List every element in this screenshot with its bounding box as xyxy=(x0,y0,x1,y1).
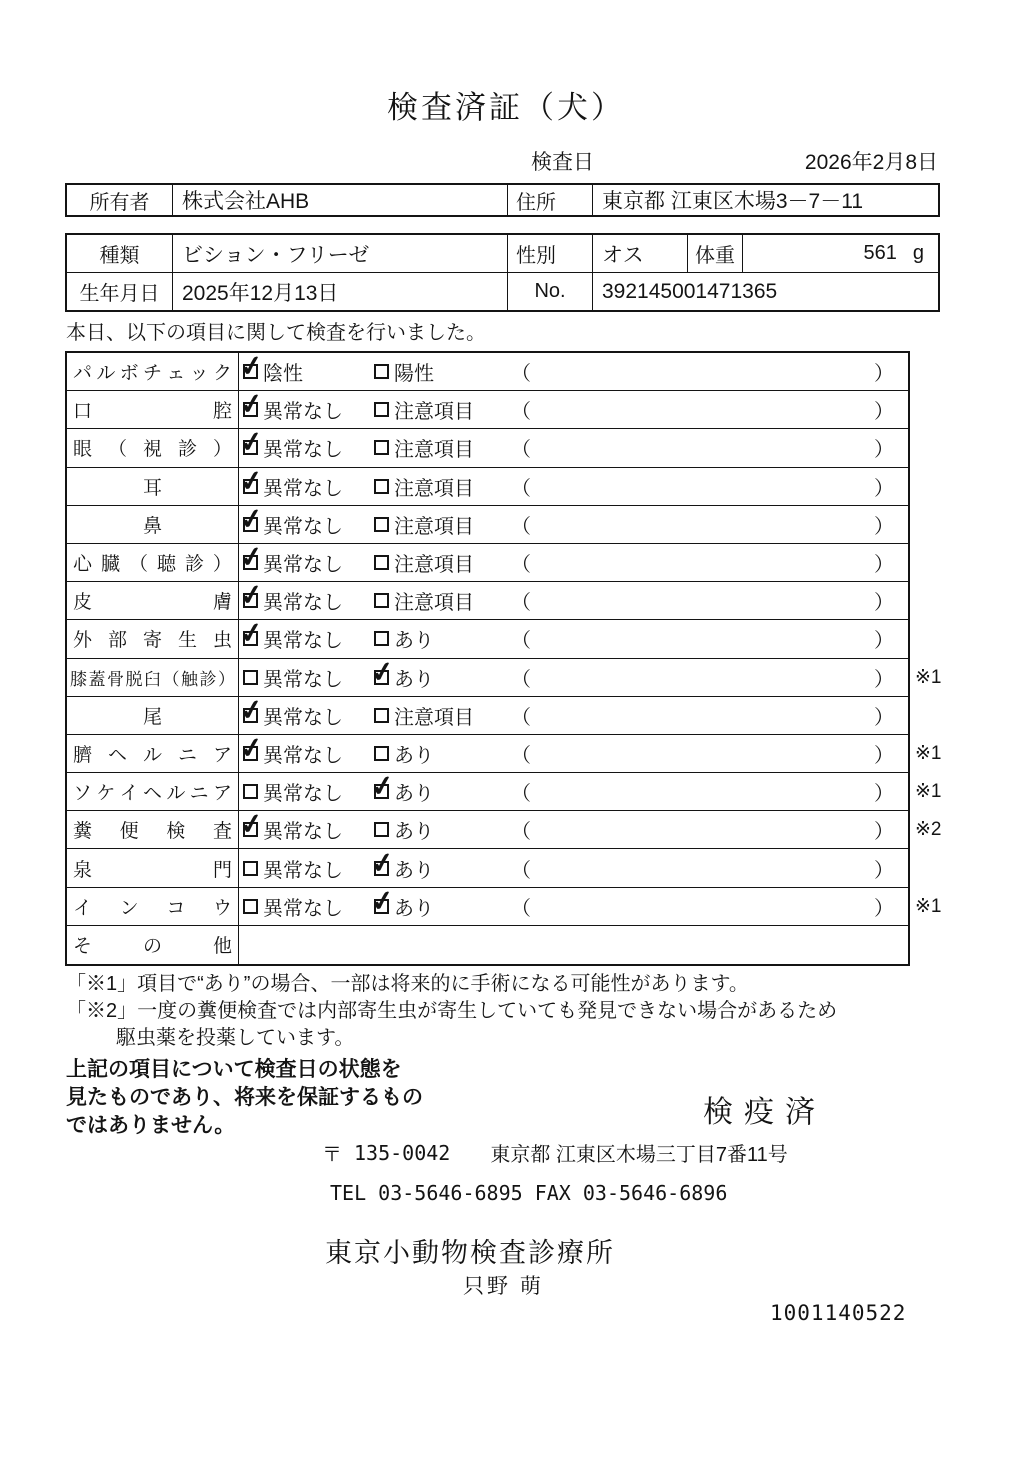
checklist-item-label: 泉 門 xyxy=(67,849,239,886)
checklist-option-1[interactable] xyxy=(237,425,370,462)
checklist-option-1[interactable] xyxy=(237,692,370,730)
paren-open: （ xyxy=(511,630,531,653)
no-value-cell: 392145001471365 xyxy=(592,273,938,310)
option-2-label: 注意項目 xyxy=(394,592,474,615)
remarks-field xyxy=(507,395,908,424)
checkbox-icon[interactable] xyxy=(374,402,389,417)
checklist-item-label: パ ル ボ チ ェ ッ ク xyxy=(67,353,239,390)
checklist-item-label: 心 臓 （ 聴 診 ） xyxy=(67,544,239,581)
checkbox-icon[interactable] xyxy=(237,349,266,384)
remarks-field xyxy=(507,777,908,806)
checkmark-icon: ✓ xyxy=(368,883,397,918)
checklist-item-label: イ ン コ ウ xyxy=(67,888,239,925)
checkmark-icon: ✓ xyxy=(368,654,397,689)
paren-open: （ xyxy=(511,744,531,767)
clinic-name: 東京小動物検査診療所 xyxy=(325,1238,615,1268)
birthdate-row xyxy=(67,272,938,310)
checkmark-icon: ✓ xyxy=(237,349,266,384)
option-2-label: 注意項目 xyxy=(394,706,474,729)
checklist-option-1[interactable] xyxy=(237,578,370,615)
option-2-label: あり xyxy=(394,668,434,691)
sex-label-cell: 性別 xyxy=(507,235,592,272)
checkbox-icon[interactable] xyxy=(237,387,266,422)
option-1-label: 異常なし xyxy=(263,630,343,653)
checklist-option-2[interactable] xyxy=(368,845,507,883)
paren-open: （ xyxy=(511,554,531,577)
option-1-label: 異常なし xyxy=(263,706,343,729)
checkbox-icon[interactable] xyxy=(243,670,258,685)
remarks-field xyxy=(507,357,908,386)
remarks-field xyxy=(507,663,908,692)
paren-close: ） xyxy=(874,668,894,691)
checklist-option-1[interactable] xyxy=(237,616,370,653)
remarks-field xyxy=(507,510,908,539)
checklist-row xyxy=(67,349,908,391)
checklist-item-label: 尾 xyxy=(67,697,239,734)
option-2-label: あり xyxy=(394,744,434,767)
owner-row xyxy=(67,185,938,215)
checkbox-icon[interactable] xyxy=(237,692,266,727)
intro-text: 本日、以下の項目に関して検査を行いました。 xyxy=(66,322,486,344)
checkmark-icon: ✓ xyxy=(237,807,266,842)
checklist-row xyxy=(67,540,908,582)
clinic-tel-fax: TEL 03-5646-6895 FAX 03-5646-6896 xyxy=(330,1181,728,1205)
checklist-option-2[interactable] xyxy=(370,548,507,577)
checklist-option-2[interactable] xyxy=(370,739,507,768)
paren-close: ） xyxy=(874,439,894,462)
checklist-row xyxy=(67,883,942,926)
checkbox-icon[interactable] xyxy=(374,364,389,379)
option-1-label: 異常なし xyxy=(263,515,343,538)
paren-close: ） xyxy=(874,554,894,577)
checklist-item-label: 外 部 寄 生 虫 xyxy=(67,620,239,657)
quarantine-stamp: 検疫済 xyxy=(703,1096,826,1129)
dog-info-table xyxy=(65,233,940,312)
checkbox-icon[interactable] xyxy=(374,822,389,837)
option-2-label: 注意項目 xyxy=(394,515,474,538)
checkmark-icon: ✓ xyxy=(368,769,397,804)
owner-value-cell: 株式会社AHB xyxy=(172,185,507,215)
footnote-ref: ※1 xyxy=(915,781,942,803)
option-2-label: あり xyxy=(394,783,434,806)
option-2-label: 注意項目 xyxy=(394,554,474,577)
postal-mark-icon: 〒 xyxy=(322,1144,342,1166)
option-1-label: 異常なし xyxy=(263,439,343,462)
owner-label-cell: 所有者 xyxy=(89,191,150,214)
paren-open: （ xyxy=(511,401,531,424)
sex-value-cell: オス xyxy=(592,235,687,272)
checkbox-icon[interactable] xyxy=(237,425,266,460)
checkmark-icon: ✓ xyxy=(237,730,266,765)
breed-row xyxy=(67,235,938,272)
inspector-name: 只野 萌 xyxy=(463,1275,544,1298)
checklist-item-label: 鼻 xyxy=(67,506,239,543)
checkbox-icon[interactable] xyxy=(374,631,389,646)
checklist-option-2[interactable] xyxy=(370,815,507,844)
checklist-item-label: 口 腔 xyxy=(67,391,239,428)
checkbox-icon[interactable] xyxy=(237,501,266,536)
disclaimer-line-1: 上記の項目について検査日の状態を xyxy=(66,1058,402,1081)
checkbox-icon[interactable] xyxy=(237,807,266,842)
option-1-label: 異常なし xyxy=(263,859,343,882)
checklist-option-1[interactable] xyxy=(239,854,370,883)
checkmark-icon: ✓ xyxy=(237,501,266,536)
footnote-ref: ※1 xyxy=(915,742,942,764)
option-2-label: 注意項目 xyxy=(394,439,474,462)
checklist-option-1[interactable] xyxy=(237,807,370,844)
checklist-item-label: 糞 便 検 査 xyxy=(67,811,239,848)
paren-close: ） xyxy=(874,859,894,882)
checklist-option-2[interactable] xyxy=(370,433,507,462)
checklist-option-2[interactable] xyxy=(370,510,507,539)
checklist-item-label: そ の 他 xyxy=(67,926,239,964)
checklist-option-2[interactable] xyxy=(368,883,507,921)
checkmark-icon: ✓ xyxy=(237,463,266,498)
remarks-field xyxy=(507,854,908,883)
birthdate-value-cell: 2025年12月13日 xyxy=(172,273,507,310)
page-title: 検査済証（犬） xyxy=(387,90,625,125)
checklist-table xyxy=(65,349,942,966)
paren-open: （ xyxy=(511,706,531,729)
option-1-label: 陰性 xyxy=(263,363,303,386)
checkbox-icon[interactable] xyxy=(374,555,389,570)
paren-close: ） xyxy=(874,363,894,386)
paren-close: ） xyxy=(874,401,894,424)
checklist-row xyxy=(67,616,908,658)
birthdate-label-cell: 生年月日 xyxy=(79,283,160,305)
paren-close: ） xyxy=(874,515,894,538)
paren-open: （ xyxy=(511,821,531,844)
checklist-option-2[interactable] xyxy=(370,624,507,653)
checklist-option-2[interactable] xyxy=(370,357,507,386)
checklist-item-label: 耳 xyxy=(67,468,239,505)
weight-value: 561 xyxy=(863,242,897,264)
paren-close: ） xyxy=(874,706,894,729)
option-2-label: 注意項目 xyxy=(394,401,474,424)
checklist-item-label: 臍 ヘ ル ニ ア xyxy=(67,735,239,772)
checklist-option-2[interactable] xyxy=(370,472,507,501)
serial-number: 1001140522 xyxy=(770,1301,907,1325)
option-2-label: あり xyxy=(394,821,434,844)
footnote-ref: ※1 xyxy=(915,895,942,917)
checklist-option-1[interactable] xyxy=(237,463,370,501)
checkbox-icon[interactable] xyxy=(374,479,389,494)
footnote-2-continued: 駆虫薬を投薬しています。 xyxy=(116,1027,355,1049)
paren-open: （ xyxy=(511,477,531,500)
paren-open: （ xyxy=(511,363,531,386)
remarks-field xyxy=(507,815,908,844)
checklist-option-1[interactable] xyxy=(237,501,370,539)
clinic-postal-line xyxy=(322,1138,788,1167)
paren-open: （ xyxy=(511,592,531,615)
checkbox-icon[interactable] xyxy=(243,899,258,914)
paren-close: ） xyxy=(874,897,894,920)
paren-close: ） xyxy=(874,744,894,767)
checklist-row xyxy=(67,730,942,773)
paren-open: （ xyxy=(511,783,531,806)
checklist-row xyxy=(67,692,908,735)
disclaimer xyxy=(66,1056,423,1140)
checklist-option-1[interactable] xyxy=(237,540,370,577)
breed-label-cell: 種類 xyxy=(99,245,140,267)
checklist-row xyxy=(67,845,908,887)
checkmark-icon: ✓ xyxy=(237,540,266,575)
checkbox-icon[interactable] xyxy=(243,784,258,799)
weight-value-cell xyxy=(742,235,938,272)
checkmark-icon: ✓ xyxy=(237,425,266,460)
checkmark-icon: ✓ xyxy=(237,578,266,613)
checkbox-icon[interactable] xyxy=(368,654,397,689)
checkmark-icon: ✓ xyxy=(237,387,266,422)
inspection-date-label: 検査日 xyxy=(531,151,594,174)
checklist-row xyxy=(67,425,908,467)
checkmark-icon: ✓ xyxy=(368,845,397,880)
checklist-option-2[interactable] xyxy=(370,586,507,615)
paren-close: ） xyxy=(874,630,894,653)
address-label-cell: 住所 xyxy=(507,185,592,215)
checklist-item-label: 膝 蓋 骨 脱 臼 （ 触 診 ） xyxy=(67,659,239,696)
checkbox-icon[interactable] xyxy=(237,578,266,613)
footnote-ref: ※1 xyxy=(915,666,942,688)
checkbox-icon[interactable] xyxy=(368,845,397,880)
checkbox-icon[interactable] xyxy=(368,769,397,804)
remarks-field xyxy=(507,624,908,653)
option-1-label: 異常なし xyxy=(263,744,343,767)
remarks-field xyxy=(507,472,908,501)
option-1-label: 異常なし xyxy=(263,592,343,615)
checklist-option-1[interactable] xyxy=(237,730,370,768)
checkbox-icon[interactable] xyxy=(368,883,397,918)
checklist-option-1[interactable] xyxy=(239,892,370,921)
checklist-option-1[interactable] xyxy=(239,663,370,692)
option-1-label: 異常なし xyxy=(263,821,343,844)
remarks-field xyxy=(507,892,908,921)
checkbox-icon[interactable] xyxy=(374,593,389,608)
checklist-row xyxy=(67,926,908,964)
option-1-label: 異常なし xyxy=(263,554,343,577)
paren-open: （ xyxy=(511,668,531,691)
checklist-row xyxy=(67,387,908,429)
option-1-label: 異常なし xyxy=(263,401,343,424)
checklist-option-2[interactable] xyxy=(368,769,507,806)
address-value-cell: 東京都 江東区木場3－7－11 xyxy=(592,185,938,215)
checkbox-icon[interactable] xyxy=(374,440,389,455)
weight-label-cell: 体重 xyxy=(687,235,742,272)
option-1-label: 異常なし xyxy=(263,668,343,691)
checkbox-icon[interactable] xyxy=(374,517,389,532)
footnotes xyxy=(66,971,837,1052)
weight-unit: g xyxy=(912,242,924,264)
checklist-row xyxy=(67,654,942,697)
postal-code: 135-0042 xyxy=(354,1140,451,1165)
checklist-option-2[interactable] xyxy=(370,701,507,730)
option-2-label: あり xyxy=(394,630,434,653)
owner-table xyxy=(65,183,940,217)
footnote-1: 「※1」項目で“あり”の場合、一部は将来的に手術になる可能性があります。 xyxy=(66,973,749,995)
inspection-date-value: 2026年2月8日 xyxy=(804,151,938,174)
option-2-label: 注意項目 xyxy=(394,477,474,500)
no-label-cell: No. xyxy=(507,273,592,310)
breed-value-cell: ビション・フリーゼ xyxy=(172,235,507,272)
checkmark-icon: ✓ xyxy=(237,616,266,651)
checkmark-icon: ✓ xyxy=(237,692,266,727)
paren-close: ） xyxy=(874,592,894,615)
paren-open: （ xyxy=(511,515,531,538)
option-1-label: 異常なし xyxy=(263,783,343,806)
checklist-option-2[interactable] xyxy=(370,395,507,424)
checklist-option-1[interactable] xyxy=(237,349,370,386)
checkbox-icon[interactable] xyxy=(243,861,258,876)
disclaimer-line-3: ではありません。 xyxy=(66,1114,236,1137)
paren-close: ） xyxy=(874,477,894,500)
paren-open: （ xyxy=(511,859,531,882)
checkbox-icon[interactable] xyxy=(374,746,389,761)
checklist-item-label: 皮 膚 xyxy=(67,582,239,619)
disclaimer-line-2: 見たものであり、将来を保証するもの xyxy=(66,1086,423,1109)
checkbox-icon[interactable] xyxy=(237,730,266,765)
checklist-option-2[interactable] xyxy=(368,654,507,692)
paren-open: （ xyxy=(511,897,531,920)
option-2-label: あり xyxy=(394,897,434,920)
checklist-row xyxy=(67,807,942,849)
footnote-2: 「※2」一度の糞便検査では内部寄生虫が寄生していても発見できない場合があるため xyxy=(66,1000,838,1022)
checkbox-icon[interactable] xyxy=(237,463,266,498)
remarks-field xyxy=(507,701,908,730)
checklist-row xyxy=(67,578,908,620)
checklist-item-label: 眼 （ 視 診 ） xyxy=(67,429,239,466)
clinic-address: 東京都 江東区木場三丁目7番11号 xyxy=(490,1144,788,1166)
paren-close: ） xyxy=(874,783,894,806)
checklist-option-1[interactable] xyxy=(239,777,370,806)
checklist-row xyxy=(67,501,908,544)
option-1-label: 異常なし xyxy=(263,897,343,920)
paren-open: （ xyxy=(511,439,531,462)
inspection-date-row xyxy=(505,146,938,176)
checklist-option-1[interactable] xyxy=(237,387,370,424)
footnote-ref: ※2 xyxy=(915,819,942,841)
paren-close: ） xyxy=(874,821,894,844)
remarks-field xyxy=(507,586,908,615)
checkbox-icon[interactable] xyxy=(237,616,266,651)
remarks-field xyxy=(507,433,908,462)
remarks-field xyxy=(507,548,908,577)
option-1-label: 異常なし xyxy=(263,477,343,500)
checklist-row xyxy=(67,769,942,811)
checkbox-icon[interactable] xyxy=(374,708,389,723)
checklist-row xyxy=(67,463,908,506)
option-2-label: 陽性 xyxy=(394,363,434,386)
checklist-item-label: ソ ケ イ ヘ ル ニ ア xyxy=(67,773,239,810)
checkbox-icon[interactable] xyxy=(237,540,266,575)
option-2-label: あり xyxy=(394,859,434,882)
remarks-field xyxy=(507,739,908,768)
